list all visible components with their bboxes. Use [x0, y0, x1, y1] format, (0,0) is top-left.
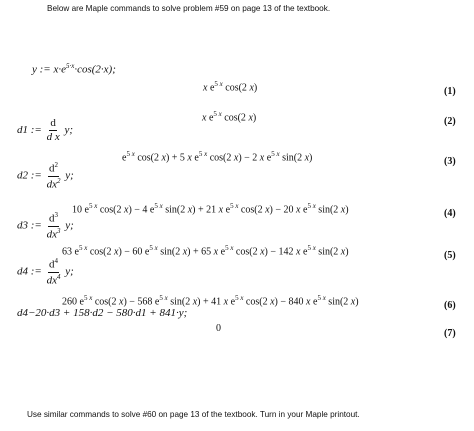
output-5: 63 $e^{5 x}$ cos(2 x) − 60 $e^{5 x}$ sin(2 x) + 65 x $e^{5 x}$ cos(2 x) − 142 x $e^{5 x}$ sin(2 x): [62, 244, 349, 258]
eq-number-6: (6): [444, 300, 456, 311]
eq-number-2: (2): [444, 116, 456, 127]
y-command: y := $x\cdot e^{5\cdot x}\cdot\cos(2\cdot x)$;: [32, 62, 116, 76]
d1-command: d1 := $\frac{d}{\text{d x}}$ y;: [17, 117, 74, 143]
eq-number-7: (7): [444, 328, 456, 339]
footer-text: Use similar commands to solve #60 on page 13 of the textbook. Turn in your Maple printout.: [27, 410, 360, 419]
eq-number-1: (1): [444, 86, 456, 97]
output-1: x $e^{5 x}$ cos(2 x): [203, 80, 258, 94]
output-7: 0: [216, 323, 221, 334]
output-2: x $e^{5 x}$ cos(2 x): [202, 110, 257, 124]
output-3: $e^{5 x}$ cos(2 x) + 5 x $e^{5 x}$ cos(2 x) − 2 x $e^{5 x}$ sin(2 x): [122, 150, 313, 164]
d3-command: d3 := $\frac{d^3}{dx^3}$ y;: [17, 211, 74, 241]
output-6: 260 $e^{5 x}$ cos(2 x) − 568 $e^{5 x}$ sin(2 x) + 41 x $e^{5 x}$ cos(2 x) − 840 x $e^{5 x}$ sin(2 x): [62, 294, 359, 308]
d2-command: d2 := $\frac{d^2}{dx^2}$ y;: [17, 161, 74, 191]
header-text: Below are Maple commands to solve problem #59 on page 13 of the textbook.: [47, 4, 331, 13]
eq-number-3: (3): [444, 156, 456, 167]
output-4: 10 $e^{5 x}$ cos(2 x) − 4 $e^{5 x}$ sin(2 x) + 21 x $e^{5 x}$ cos(2 x) − 20 x $e^{5 x}$ sin(2 x): [72, 202, 349, 216]
d4-command: d4 := $\frac{d^4}{dx^4}$ y;: [17, 257, 74, 287]
final-command: d4−20·d3 + 158·d2 − 580·d1 + 841·y;: [17, 307, 188, 319]
eq-number-5: (5): [444, 250, 456, 261]
eq-number-4: (4): [444, 208, 456, 219]
